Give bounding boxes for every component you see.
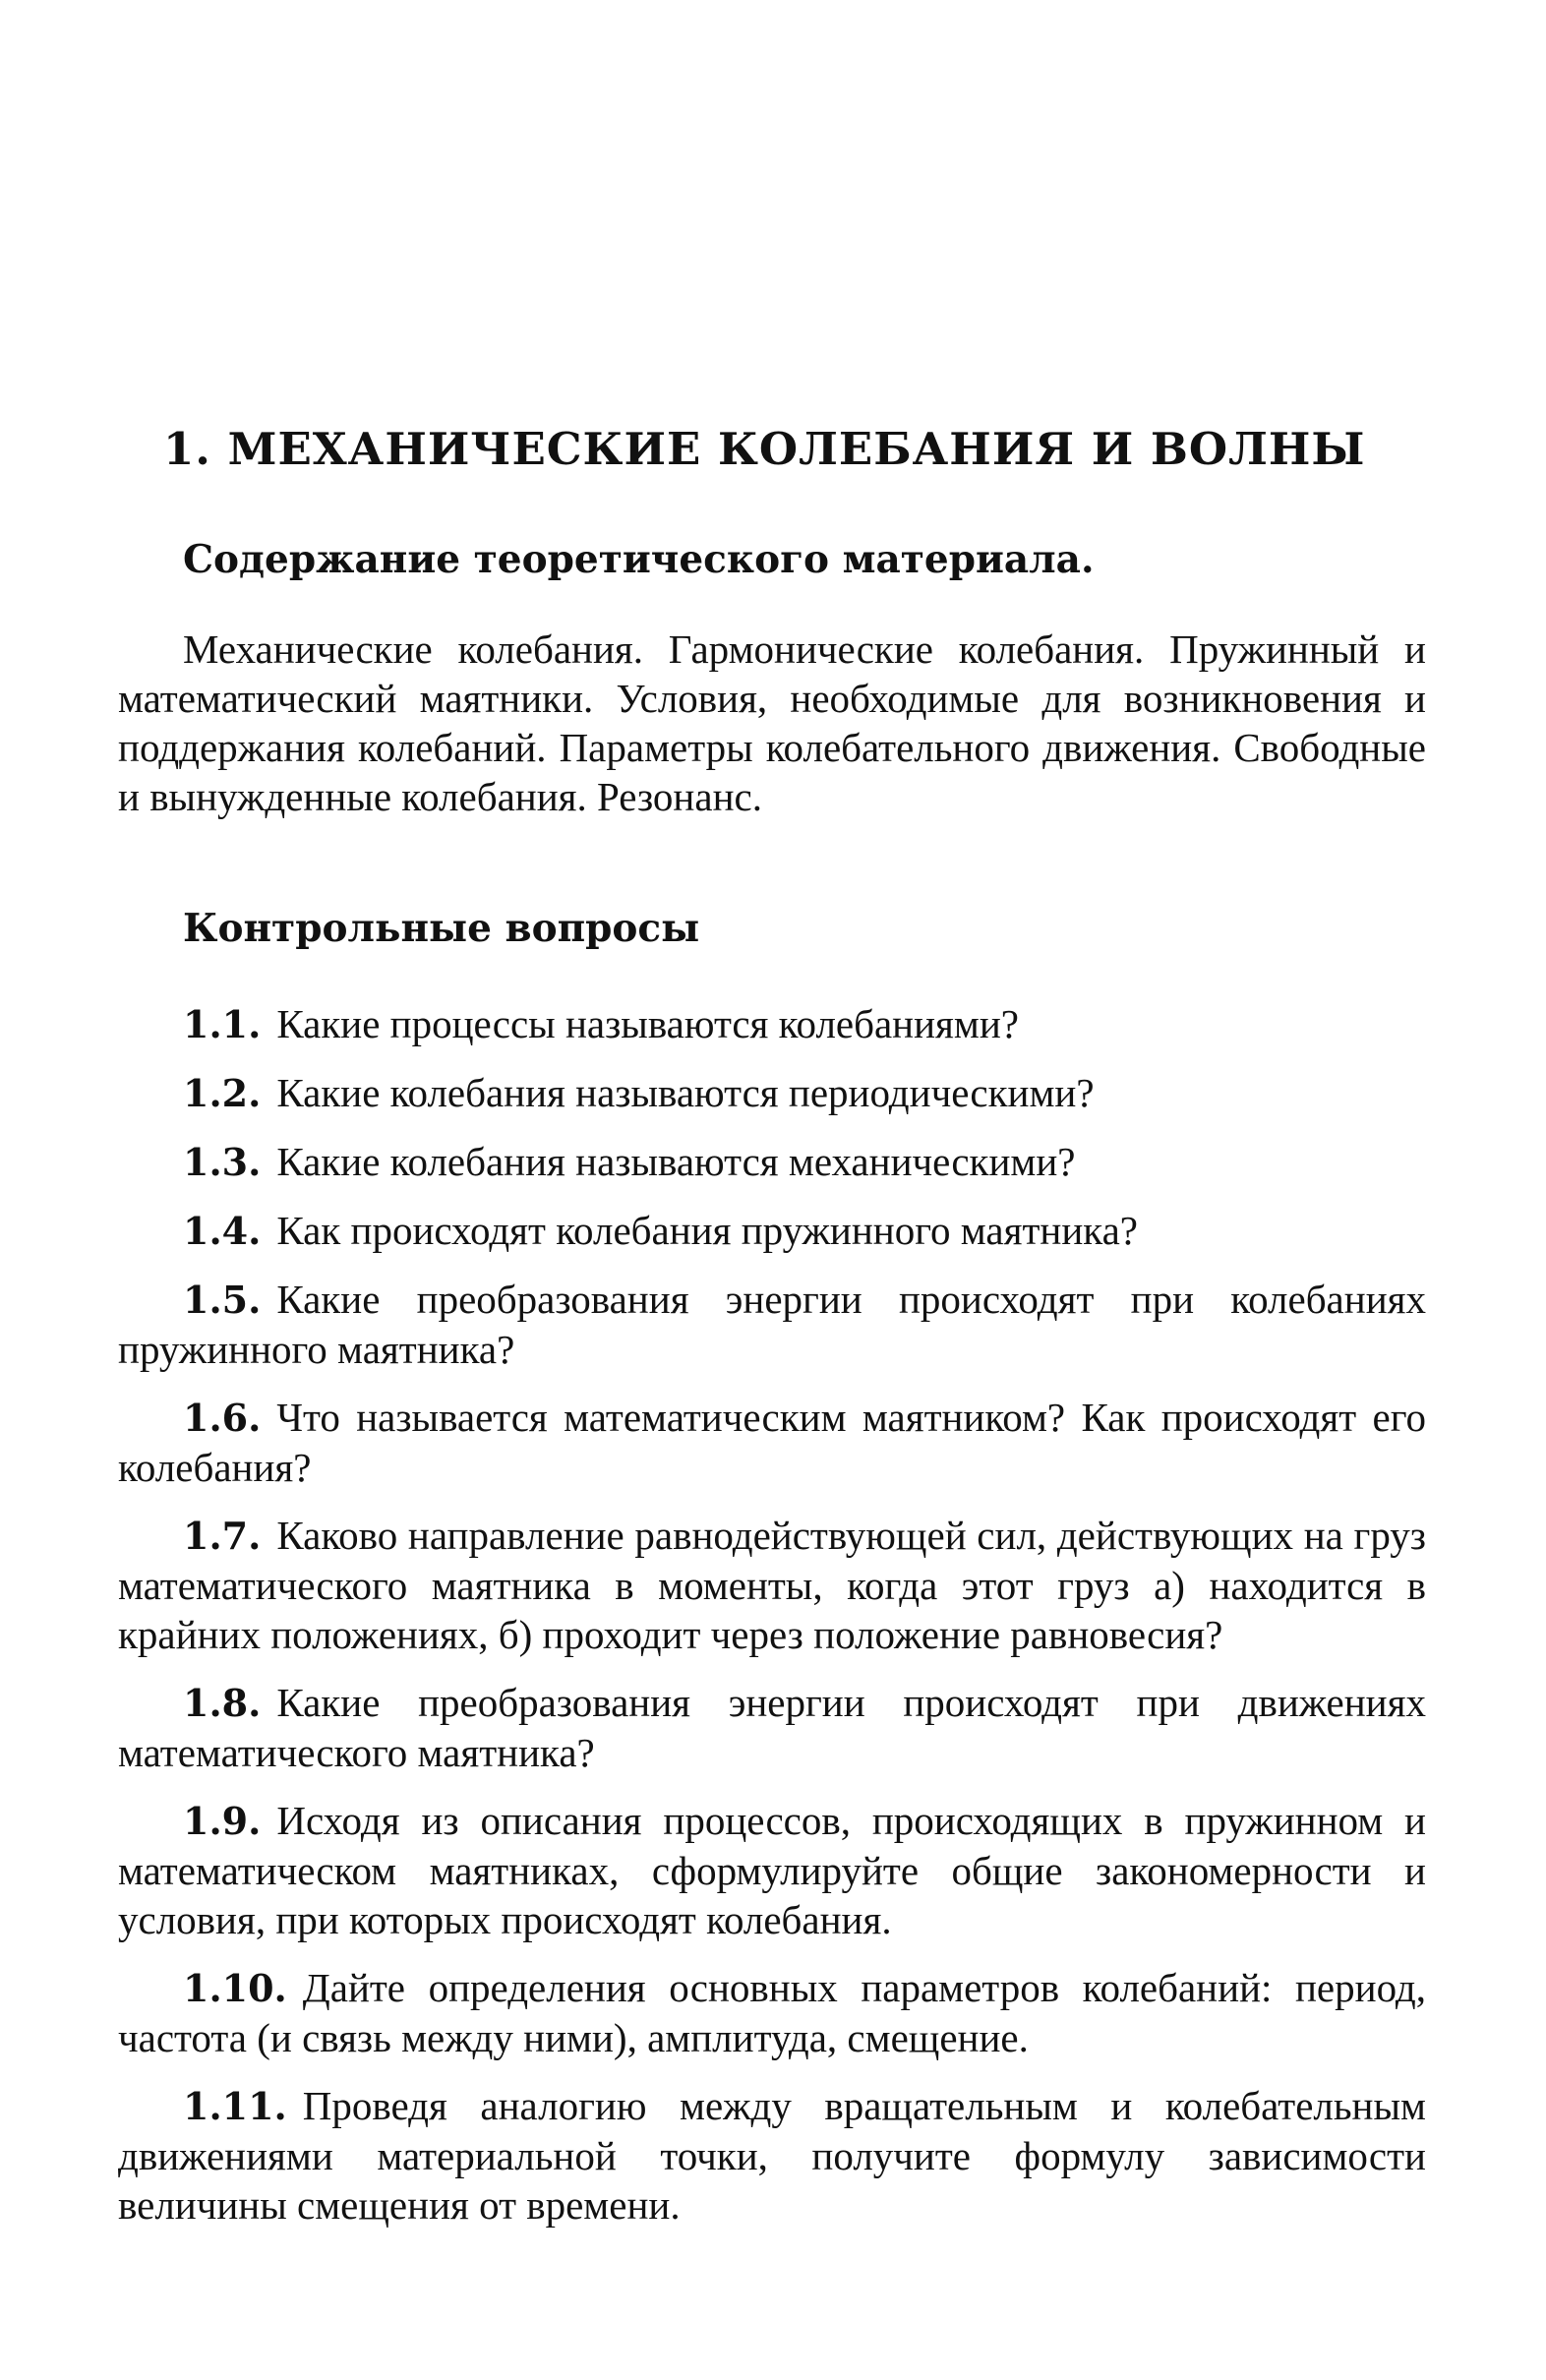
- question-item: [118, 2081, 1426, 2230]
- question-number: 1.7.: [183, 1513, 262, 1558]
- question-text: Какие колебания называются механическими?: [276, 1138, 1076, 1184]
- question-number: 1.5.: [183, 1277, 262, 1322]
- question-text: Как происходят колебания пружинного маятника?: [276, 1207, 1138, 1253]
- question-text: Дайте определения основных параметров колебаний: период, частота (и связь между ними), амплитуда, смещение.: [118, 1964, 1426, 2060]
- question-text: Проведя аналогию между вращательным и колебательным движениями материальной точки, получите формулу зависимости величины смещения от времени.: [118, 2082, 1426, 2228]
- question-item: [118, 1275, 1426, 1374]
- question-number: 1.6.: [183, 1395, 262, 1440]
- question-number: 1.10.: [183, 1965, 287, 2010]
- question-text: Какие колебания называются периодическими?: [276, 1069, 1095, 1115]
- question-text: Что называется математическим маятником? Как происходят его колебания?: [118, 1394, 1426, 1490]
- question-number: 1.2.: [183, 1070, 262, 1115]
- question-text: Какие преобразования энергии происходят при движениях математического маятника?: [118, 1679, 1426, 1775]
- question-item: [118, 1393, 1426, 1492]
- question-text: Каково направление равнодействующей сил, действующих на груз математического маятника в моменты, когда этот груз а) находится в крайних положениях, б) проходит через положение равновесия?: [118, 1512, 1426, 1657]
- questions-heading: Контрольные вопросы: [183, 905, 700, 951]
- question-item: [118, 1511, 1426, 1659]
- theory-paragraph: Механические колебания. Гармонические колебания. Пружинный и математический маятники. Условия, необходимые для возникновения и поддержания колебаний. Параметры колебательного движения. Свободные и вынужденные колебания. Резонанс.: [118, 625, 1426, 819]
- question-item: [118, 1796, 1426, 1944]
- chapter-title: 1. МЕХАНИЧЕСКИЕ КОЛЕБАНИЯ И ВОЛНЫ: [163, 423, 1366, 475]
- question-number: 1.8.: [183, 1680, 262, 1725]
- questions-list: [118, 999, 1426, 2230]
- question-item: [118, 999, 1426, 1049]
- theory-heading: Содержание теоретического материала.: [183, 537, 1095, 582]
- question-text: Какие процессы называются колебаниями?: [276, 1000, 1019, 1046]
- question-item: [118, 1068, 1426, 1118]
- question-text: Какие преобразования энергии происходят при колебаниях пружинного маятника?: [118, 1276, 1426, 1372]
- question-item: [118, 1678, 1426, 1777]
- question-number: 1.4.: [183, 1208, 262, 1253]
- question-number: 1.11.: [183, 2083, 287, 2128]
- question-item: [118, 1137, 1426, 1187]
- question-number: 1.3.: [183, 1139, 262, 1184]
- question-number: 1.9.: [183, 1798, 262, 1843]
- question-item: [118, 1206, 1426, 1256]
- question-number: 1.1.: [183, 1001, 262, 1046]
- question-text: Исходя из описания процессов, происходящих в пружинном и математическом маятниках, сформулируйте общие закономерности и условия, при которых происходят колебания.: [118, 1797, 1426, 1942]
- document-page: [118, 423, 1426, 2248]
- question-item: [118, 1963, 1426, 2062]
